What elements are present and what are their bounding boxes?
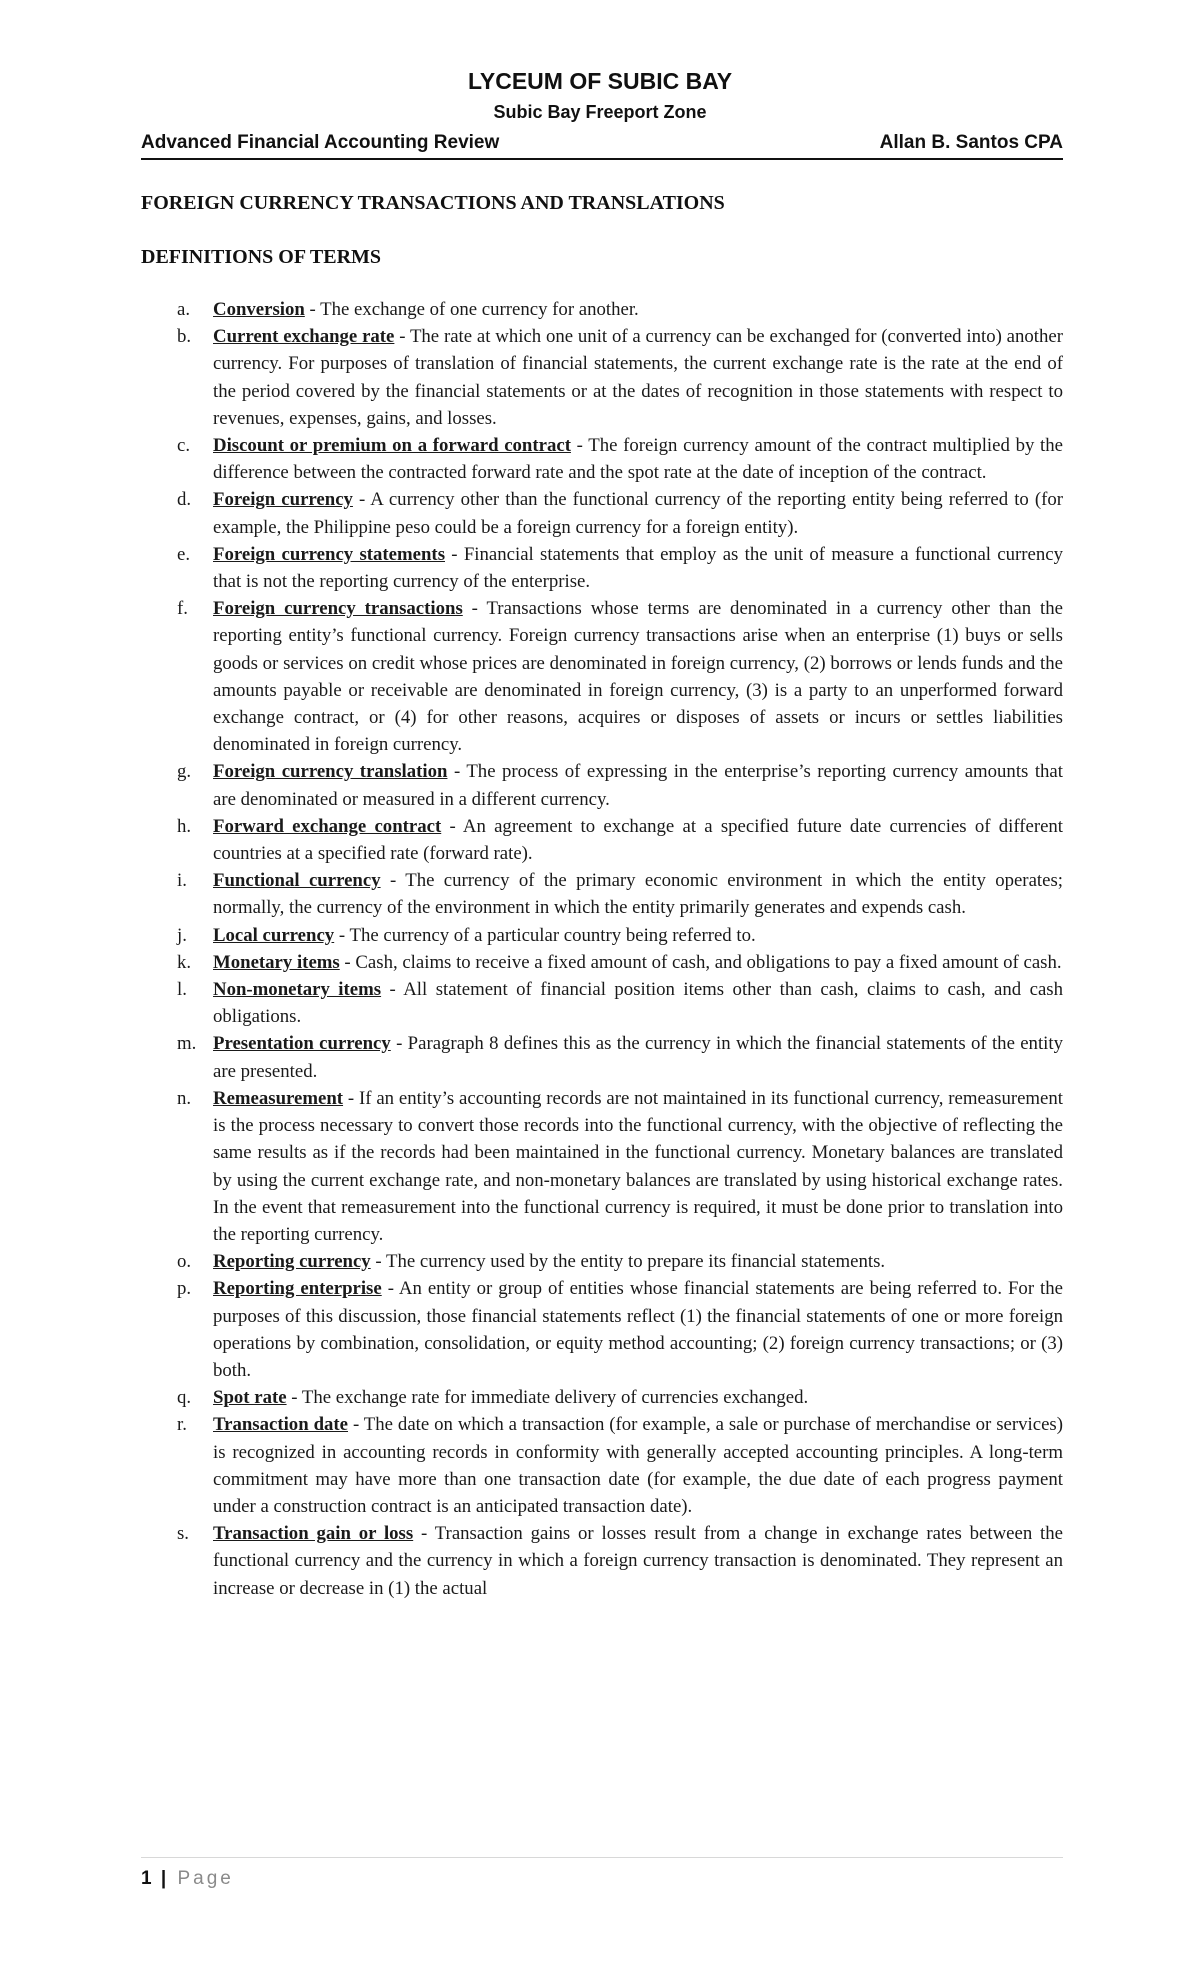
definition-letter: m. bbox=[177, 1033, 197, 1055]
definition-term: Reporting currency bbox=[213, 1251, 371, 1273]
definition-text: The currency of a particular country being referred to. bbox=[349, 924, 756, 946]
definition-letter: r. bbox=[177, 1414, 187, 1436]
definition-text: A currency other than the functional currency of the reporting entity being referred to (for example, the Philippine peso could be a foreign currency for a foreign entity). bbox=[213, 489, 1064, 538]
definition-letter: n. bbox=[177, 1087, 192, 1109]
definition-term: Forward exchange contract bbox=[213, 815, 442, 837]
definition-separator: - bbox=[441, 815, 463, 837]
definition-term: Functional currency bbox=[213, 870, 381, 892]
definition-term: Monetary items bbox=[213, 951, 340, 973]
definition-item bbox=[141, 867, 1063, 921]
definition-item bbox=[141, 1411, 1063, 1520]
definition-term: Reporting enterprise bbox=[213, 1278, 382, 1300]
definition-separator: - bbox=[381, 979, 404, 1001]
definition-item bbox=[141, 976, 1063, 1030]
definition-term: Transaction gain or loss bbox=[213, 1523, 414, 1545]
definition-term: Presentation currency bbox=[213, 1033, 391, 1055]
definition-term: Foreign currency statements bbox=[213, 543, 445, 565]
definition-text: Cash, claims to receive a fixed amount of cash, and obligations to pay a fixed amount of cash. bbox=[355, 951, 1062, 973]
document-title: FOREIGN CURRENCY TRANSACTIONS AND TRANSLATIONS bbox=[141, 192, 725, 214]
definition-term: Current exchange rate bbox=[213, 326, 395, 348]
definition-letter: b. bbox=[177, 326, 192, 348]
definition-letter: q. bbox=[177, 1387, 192, 1409]
definition-term: Local currency bbox=[213, 924, 335, 946]
definition-separator: - bbox=[370, 1251, 387, 1273]
definition-letter: k. bbox=[177, 951, 192, 973]
definition-term: Conversion bbox=[213, 299, 305, 320]
definition-item bbox=[141, 949, 1063, 976]
definition-separator: - bbox=[380, 870, 406, 892]
definition-term: Spot rate bbox=[213, 1387, 287, 1409]
definition-separator: - bbox=[286, 1387, 302, 1409]
author-name: Allan B. Santos CPA bbox=[879, 132, 1063, 153]
definition-separator: - bbox=[348, 1414, 364, 1436]
definition-text: Transactions whose terms are denominated in a currency other than the reporting entity’s functional currency. Foreign currency transactions arise when an enterprise (1) buys or sells goods or services on credit whose prices are denominated in foreign currency, (2) borrows or lends funds and the amounts payable or receivable are denominated in foreign currency, (3) is a party to an unperformed forward exchange contract, or (4) for other reasons, acquires or disposes of assets or incurs or settles liabilities denominated in foreign currency. bbox=[213, 598, 1064, 756]
definition-term: Non-monetary items bbox=[213, 979, 382, 1001]
definition-item bbox=[141, 296, 1063, 323]
section-heading: DEFINITIONS OF TERMS bbox=[141, 246, 382, 268]
definition-text: An agreement to exchange at a specified future date currencies of different countries at a specified rate (forward rate). bbox=[213, 815, 1064, 865]
definition-item bbox=[141, 486, 1063, 540]
definition-term: Foreign currency transactions bbox=[213, 598, 463, 620]
definition-item bbox=[141, 323, 1063, 432]
definition-text: The foreign currency amount of the contract multiplied by the difference between the contracted forward rate and the spot rate at the date of inception of the contract. bbox=[213, 435, 1063, 484]
definition-letter: j. bbox=[177, 924, 187, 946]
definition-text: If an entity’s accounting records are not maintained in its functional currency, remeasurement is the process necessary to convert those records into the functional currency, with the objective of reflecting the same results as if the records had been maintained in the functional currency. Monetary balances are translated by using the current exchange rate, and non-monetary balances are translated by using historical exchange rates. In the event that remeasurement into the functional currency is required, it must be done prior to translation into the reporting currency. bbox=[213, 1087, 1063, 1245]
definition-text: The currency used by the entity to prepare its financial statements. bbox=[386, 1251, 886, 1273]
school-location: Subic Bay Freeport Zone bbox=[493, 102, 707, 122]
definition-separator: - bbox=[381, 1278, 399, 1300]
definition-item bbox=[141, 758, 1063, 812]
definition-term: Remeasurement bbox=[213, 1087, 344, 1109]
definition-item bbox=[141, 432, 1063, 486]
definition-term: Foreign currency translation bbox=[213, 761, 448, 783]
definition-text: The process of expressing in the enterprise’s reporting currency amounts that are denominated or measured in a different currency. bbox=[213, 761, 1063, 810]
page-separator: | bbox=[160, 1868, 167, 1889]
definitions-list bbox=[141, 296, 1063, 1602]
definition-separator: - bbox=[352, 489, 371, 511]
definition-term: Discount or premium on a forward contract bbox=[213, 435, 571, 457]
definition-text: An entity or group of entities whose financial statements are being referred to. For the purposes of this discussion, those financial statements reflect (1) the financial statements of one or more foreign operations by combination, consolidation, or equity method accounting; (2) foreign currency transactions; or (3) both. bbox=[213, 1278, 1063, 1381]
definition-separator: - bbox=[334, 924, 350, 946]
definition-separator: - bbox=[339, 951, 356, 973]
definition-separator: - bbox=[570, 435, 589, 457]
definition-separator: - bbox=[390, 1033, 408, 1055]
definition-separator: - bbox=[445, 543, 464, 565]
definition-item bbox=[141, 1085, 1063, 1248]
definition-text: Paragraph 8 defines this as the currency in which the financial statements of the entity are presented. bbox=[213, 1033, 1063, 1082]
definition-item bbox=[141, 922, 1063, 949]
definition-letter: a. bbox=[177, 299, 191, 320]
page-number: 1 bbox=[141, 1868, 152, 1889]
definition-letter: p. bbox=[177, 1278, 192, 1300]
definition-text: The exchange rate for immediate delivery of currencies exchanged. bbox=[301, 1387, 809, 1409]
definition-item bbox=[141, 541, 1063, 595]
header-row bbox=[141, 130, 1063, 160]
definition-letter: o. bbox=[177, 1251, 192, 1273]
definition-text: All statement of financial position items other than cash, claims to cash, and cash obligations. bbox=[213, 979, 1063, 1028]
definition-letter: f. bbox=[177, 598, 188, 620]
definition-item bbox=[141, 1275, 1063, 1384]
definition-separator: - bbox=[343, 1087, 359, 1109]
definition-item bbox=[141, 813, 1063, 867]
definition-letter: e. bbox=[177, 543, 191, 565]
definition-letter: i. bbox=[177, 870, 187, 892]
definition-text: The rate at which one unit of a currency can be exchanged for (converted into) another currency. For purposes of translation of financial statements, the current exchange rate is the rate at the end of the period covered by the financial statements or at the dates of recognition in those statements with respect to revenues, expenses, gains, and losses. bbox=[213, 326, 1063, 429]
course-title: Advanced Financial Accounting Review bbox=[141, 132, 500, 153]
definition-letter: g. bbox=[177, 761, 192, 783]
definition-letter: d. bbox=[177, 489, 192, 511]
definition-separator: - bbox=[394, 326, 410, 348]
definition-text: Transaction gains or losses result from a change in exchange rates between the functional currency and the currency in which a foreign currency transaction is denominated. They represent an increase or decrease in (1) the actual bbox=[213, 1523, 1064, 1599]
definition-item bbox=[141, 1384, 1063, 1411]
definition-letter: h. bbox=[177, 815, 192, 837]
definition-separator: - bbox=[447, 761, 467, 783]
definition-text: The date on which a transaction (for example, a sale or purchase of merchandise or services) is recognized in accounting records in conformity with generally accepted accounting principles. A long-term commitment may have more than one transaction date (for example, the due date of each progress payment under a construction contract is an anticipated transaction date). bbox=[213, 1414, 1063, 1517]
definition-text: Financial statements that employ as the unit of measure a functional currency that is not the reporting currency of the enterprise. bbox=[213, 543, 1063, 593]
definition-letter: c. bbox=[177, 435, 191, 457]
definition-letter: l. bbox=[177, 979, 187, 1001]
page-footer bbox=[141, 1868, 234, 1890]
definition-item bbox=[141, 1520, 1063, 1602]
school-name: LYCEUM OF SUBIC BAY bbox=[467, 68, 733, 94]
definition-letter: s. bbox=[177, 1523, 190, 1545]
page-label: Page bbox=[177, 1868, 234, 1889]
definition-item bbox=[141, 1248, 1063, 1275]
definition-separator: - bbox=[304, 299, 321, 320]
definition-text: The exchange of one currency for another. bbox=[320, 299, 639, 320]
definition-item bbox=[141, 595, 1063, 758]
definition-term: Transaction date bbox=[213, 1414, 349, 1436]
definition-text: The currency of the primary economic environment in which the entity operates; normally, the currency of the environment in which the entity primarily generates and expends cash. bbox=[213, 870, 1063, 919]
definition-term: Foreign currency bbox=[213, 489, 353, 511]
definition-separator: - bbox=[462, 598, 487, 620]
definition-item bbox=[141, 1030, 1063, 1084]
definition-separator: - bbox=[413, 1523, 435, 1545]
footer-divider bbox=[141, 1857, 1063, 1858]
